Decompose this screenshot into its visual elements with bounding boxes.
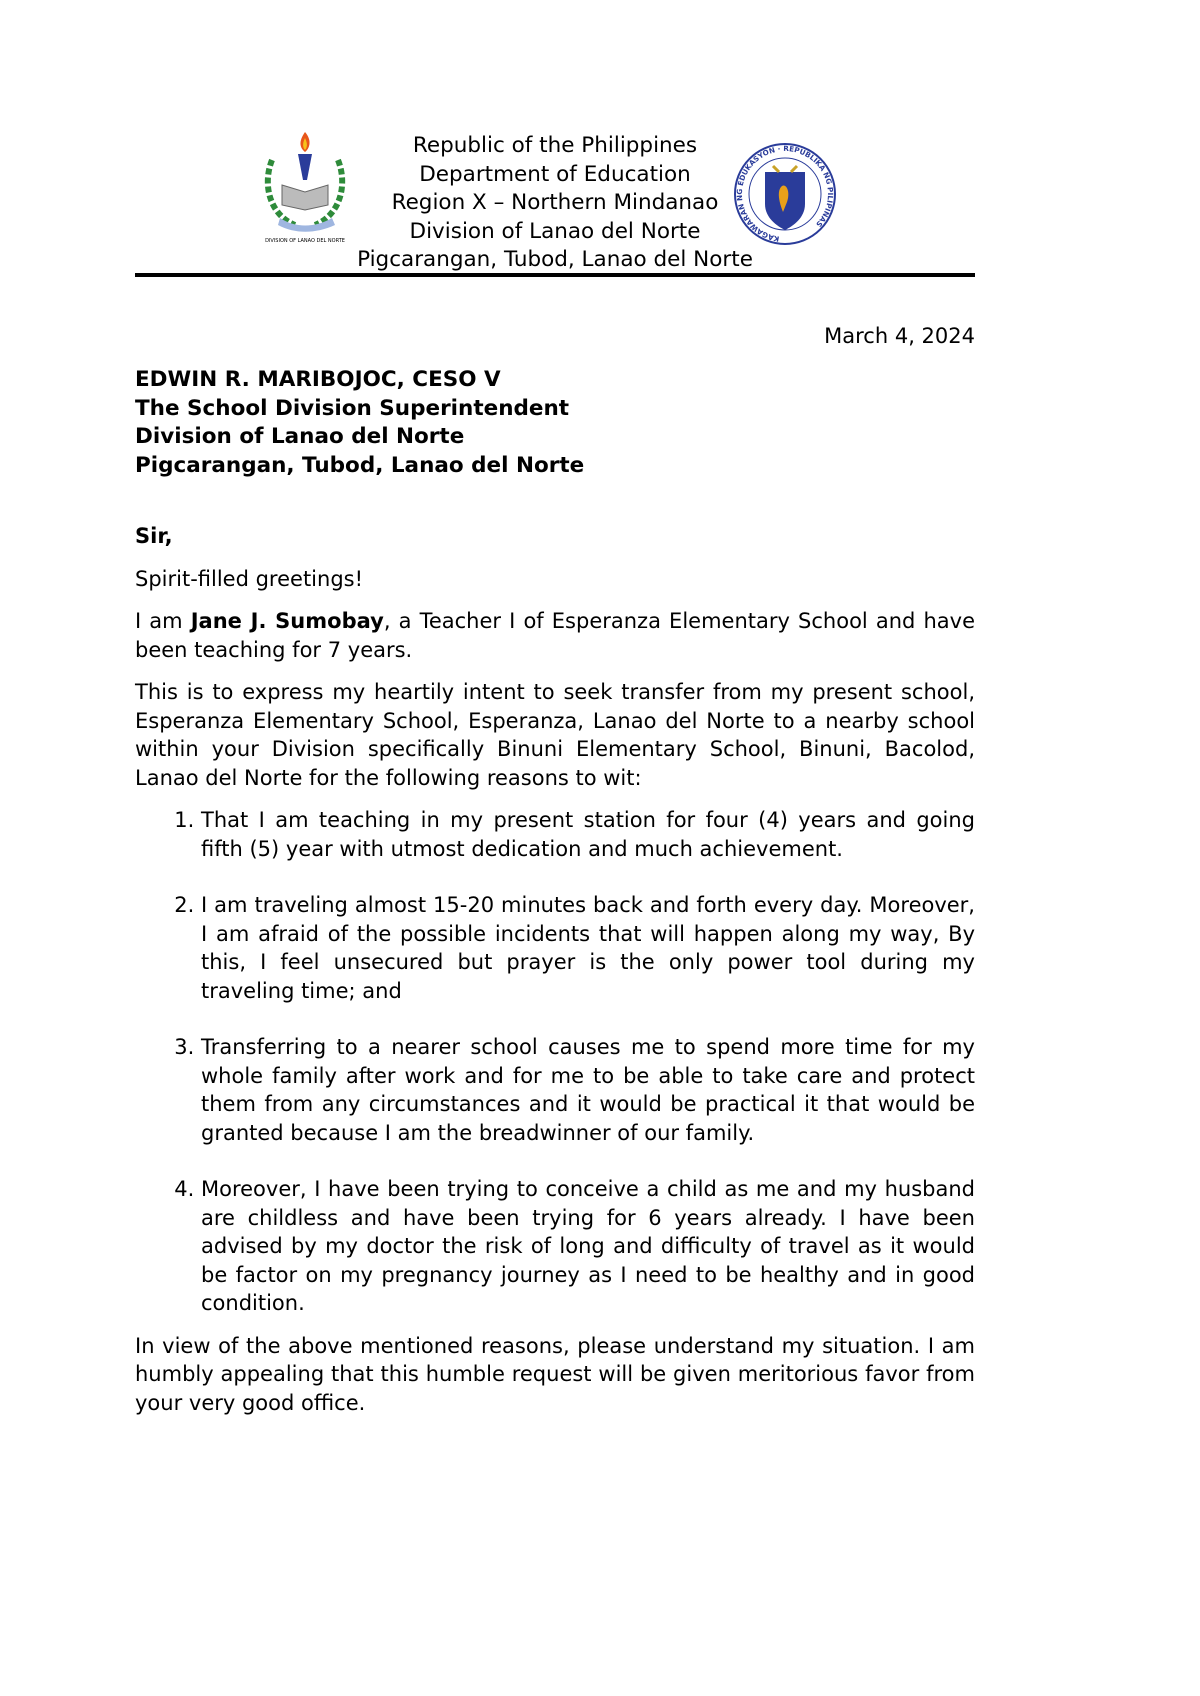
recipient-line: Division of Lanao del Norte	[135, 424, 465, 449]
division-logo-text: DIVISION OF LANAO DEL NORTE	[265, 238, 345, 244]
letterhead-text	[135, 132, 975, 275]
deped-seal-text: KAGAWARAN NG EDUKASYON · REPUBLIKA NG PILIPINAS	[734, 143, 836, 244]
letterhead-line: Division of Lanao del Norte	[409, 218, 701, 244]
greeting: Spirit-filled greetings!	[135, 566, 364, 591]
letterhead-line: Pigcarangan, Tubod, Lanao del Norte	[357, 247, 753, 272]
reason-item: 1. That I am teaching in my present station for four (4) years and going fifth (5) year with utmost dedication and much achievement.	[201, 806, 975, 863]
intro-paragraph	[135, 607, 975, 664]
salutation: Sir,	[135, 524, 173, 548]
reason-item: 2. I am traveling almost 15-20 minutes back and forth every day. Moreover, I am afraid of the possible incidents that will happen along my way, By this, I feel unsecured but prayer is the only power tool during my traveling time; and	[201, 891, 975, 1005]
letterhead-line: Region X – Northern Mindanao	[391, 190, 719, 215]
reasons-list	[135, 806, 975, 1318]
reason-item: 4. Moreover, I have been trying to conceive a child as me and my husband are childless and have been trying for 6 years already. I have been advised by my doctor the risk of long and difficulty of travel as it would be factor on my pregnancy journey as I need to be healthy and in good condition.	[201, 1175, 975, 1318]
letterhead-divider	[135, 273, 975, 277]
intro-pre: I am	[135, 609, 191, 633]
recipient-line: Pigcarangan, Tubod, Lanao del Norte	[135, 452, 585, 478]
recipient-line: The School Division Superintendent	[135, 395, 570, 421]
letter-body	[135, 522, 975, 1431]
recipient-line: EDWIN R. MARIBOJOC, CESO V	[135, 367, 501, 392]
deped-seal-icon	[733, 142, 837, 246]
letterhead-line: Department of Education	[419, 161, 691, 187]
intro-post: , a Teacher I of Esperanza Elementary School and have been teaching for 7 years.	[135, 609, 975, 662]
letterhead-line: Republic of the Philippines	[412, 133, 698, 158]
closing-paragraph: In view of the above mentioned reasons, please understand my situation. I am humbly appealing that this humble request will be given meritorious favor from your very good office.	[135, 1333, 975, 1415]
sender-name: Jane J. Sumobay	[190, 609, 384, 633]
purpose-paragraph: This is to express my heartily intent to seek transfer from my present school, Esperanza Elementary School, Esperanza, Lanao del Norte to a nearby school within your Division specifically Binuni Elementary School, Binuni, Bacolod, Lanao del Norte for the following reasons to wit:	[135, 680, 975, 790]
letterhead	[135, 130, 975, 270]
letter-date: March 4, 2024	[824, 324, 975, 348]
recipient-block	[135, 366, 584, 480]
reason-item: 3. Transferring to a nearer school causes me to spend more time for my whole family after work and for me to be able to take care and protect them from any circumstances and it would be practical it that would be granted because I am the breadwinner of our family.	[201, 1033, 975, 1147]
